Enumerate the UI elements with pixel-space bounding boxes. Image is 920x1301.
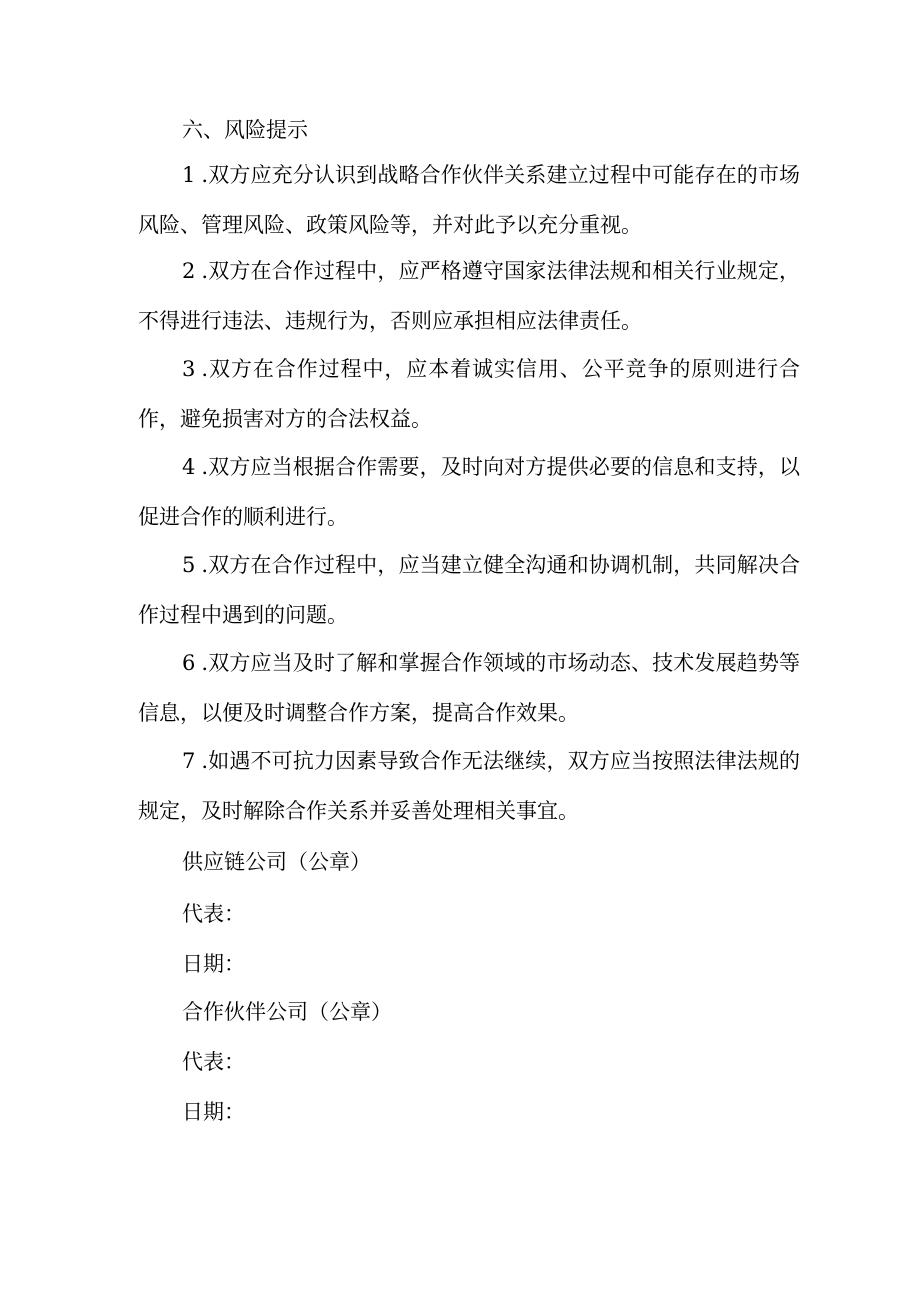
party-a-date: 日期： [182,952,245,976]
party-a-company: 供应链公司（公章） [182,850,371,874]
item-number: 2 [182,259,196,283]
item-text: .双方应当根据合作需要，及时向对方提供必要的信息和支持，以促进合作的顺利进行。 [138,455,800,529]
item-text: .双方应当及时了解和掌握合作领域的市场动态、技术发展趋势等信息，以便及时调整合作方案，提高合作效果。 [138,651,800,725]
risk-item-4 [138,442,800,542]
item-text: .双方在合作过程中，应当建立健全沟通和协调机制，共同解决合作过程中遇到的问题。 [138,553,800,627]
item-number: 6 [182,651,196,675]
party-b-company: 合作伙伴公司（公章） [182,1000,392,1024]
item-number: 5 [182,553,196,577]
risk-item-6 [138,638,800,738]
section-title: 六、风险提示 [182,118,308,142]
item-number: 7 [182,749,196,773]
party-a-representative: 代表： [182,902,245,926]
risk-item-3 [138,344,800,444]
risk-item-5 [138,540,800,640]
risk-item-7 [138,736,800,836]
risk-item-2 [138,246,800,346]
party-b-date: 日期： [182,1100,245,1124]
item-text: .双方在合作过程中，应本着诚实信用、公平竞争的原则进行合作，避免损害对方的合法权益。 [138,357,800,431]
item-number: 3 [182,357,196,381]
item-text: .双方应充分认识到战略合作伙伴关系建立过程中可能存在的市场风险、管理风险、政策风险等，并对此予以充分重视。 [138,163,800,237]
item-number: 1 [182,163,196,187]
item-text: .双方在合作过程中，应严格遵守国家法律法规和相关行业规定，不得进行违法、违规行为，否则应承担相应法律责任。 [138,259,800,333]
item-number: 4 [182,455,196,479]
risk-item-1 [138,150,800,250]
item-text: .如遇不可抗力因素导致合作无法继续，双方应当按照法律法规的规定，及时解除合作关系并妥善处理相关事宜。 [138,749,800,823]
party-b-representative: 代表： [182,1050,245,1074]
